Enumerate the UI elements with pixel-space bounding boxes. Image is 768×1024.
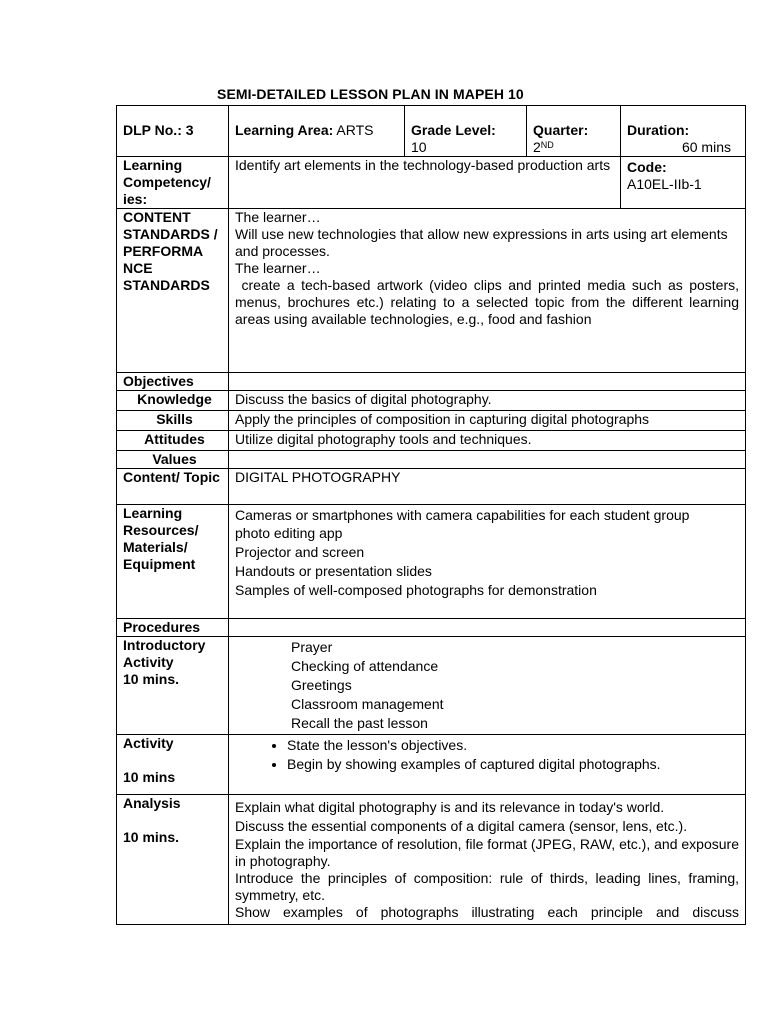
content-value: DIGITAL PHOTOGRAPHY	[229, 469, 746, 505]
knowledge-text: Discuss the basics of digital photography.	[229, 391, 746, 411]
analysis-item: Introduce the principles of composition: rule of thirds, leading lines, framing, symmetry, etc.	[235, 870, 739, 903]
intro-items	[229, 637, 746, 735]
analysis-time: 10 mins.	[123, 829, 180, 845]
competency-code	[621, 157, 746, 209]
values-label: Values	[117, 451, 229, 469]
skills-text: Apply the principles of composition in capturing digital photographs	[229, 411, 746, 431]
quarter-label: Quarter:	[533, 122, 589, 138]
values-row	[117, 451, 746, 469]
competency-label: Learning Competency/ ies:	[117, 157, 229, 209]
content-label: Content/ Topic	[117, 469, 229, 505]
resource-item: Samples of well-composed photographs for demonstration	[235, 582, 597, 598]
code-value: A10EL-IIb-1	[627, 176, 702, 192]
intro-label-cell	[117, 637, 229, 735]
intro-item: Recall the past lesson	[291, 715, 428, 731]
activity-label-cell	[117, 735, 229, 795]
standards-row	[117, 209, 746, 373]
analysis-row	[117, 795, 746, 925]
content-row	[117, 469, 746, 505]
analysis-label: Analysis	[123, 795, 181, 811]
resource-item: Cameras or smartphones with camera capabilities for each student group	[235, 507, 690, 523]
learning-area	[229, 106, 405, 157]
attitudes-text: Utilize digital photography tools and techniques.	[229, 431, 746, 451]
skills-label: Skills	[117, 411, 229, 431]
resources-list	[229, 505, 746, 619]
standards-line: and processes.	[235, 243, 330, 259]
activity-time: 10 mins	[123, 769, 176, 785]
grade-level	[405, 106, 527, 157]
standards-text	[229, 209, 746, 373]
standards-line: The learner…	[235, 260, 321, 276]
duration-label: Duration:	[627, 122, 690, 138]
lesson-plan-table	[116, 105, 746, 925]
analysis-item: Explain what digital photography is and its relevance in today's world.	[235, 799, 665, 815]
procedures-empty	[229, 619, 746, 637]
procedures-label: Procedures	[117, 619, 229, 637]
header-row	[117, 106, 746, 157]
intro-item: Greetings	[291, 677, 352, 693]
activity-label: Activity	[123, 735, 174, 751]
analysis-item: Show examples of photographs illustrating each principle and discuss	[235, 904, 739, 920]
analysis-item: Explain the importance of resolution, file format (JPEG, RAW, etc.), and exposure in photography.	[235, 836, 739, 869]
competency-row	[117, 157, 746, 209]
quarter	[527, 106, 621, 157]
grade-level-label: Grade Level:	[411, 122, 496, 138]
attitudes-label: Attitudes	[117, 431, 229, 451]
activity-item: • State the lesson's objectives.	[287, 736, 739, 755]
intro-item: Classroom management	[291, 696, 444, 712]
standards-line: create a tech-based artwork (video clips and printed media such as posters, menus, brochures etc.) relating to a selected topic from the different learning areas using available technologies, e.g., food and fashion	[235, 277, 743, 327]
resource-item: Handouts or presentation slides	[235, 563, 432, 579]
analysis-label-cell	[117, 795, 229, 925]
quarter-suffix: ND	[540, 140, 554, 150]
quarter-value: 2	[533, 139, 541, 155]
objectives-row	[117, 373, 746, 391]
page-title: SEMI-DETAILED LESSON PLAN IN MAPEH 10	[217, 86, 524, 102]
intro-item: Prayer	[291, 639, 333, 655]
objectives-label: Objectives	[117, 373, 229, 391]
activity-items	[229, 735, 746, 795]
resources-label: Learning Resources/ Materials/ Equipment	[117, 505, 229, 619]
standards-label: CONTENT STANDARDS / PERFORMA NCE STANDARDS	[117, 209, 229, 373]
analysis-item: Discuss the essential components of a digital camera (sensor, lens, etc.).	[235, 818, 688, 834]
activity-row	[117, 735, 746, 795]
knowledge-row	[117, 391, 746, 411]
intro-label: Introductory Activity	[123, 637, 206, 670]
grade-level-value: 10	[411, 139, 427, 155]
values-text	[229, 451, 746, 469]
resources-row	[117, 505, 746, 619]
attitudes-row	[117, 431, 746, 451]
standards-line: Will use new technologies that allow new expressions in arts using art elements	[235, 226, 728, 242]
learning-area-label: Learning Area:	[235, 122, 334, 138]
intro-time: 10 mins.	[123, 671, 180, 687]
duration	[621, 106, 746, 157]
standards-line: The learner…	[235, 209, 321, 225]
analysis-items	[229, 795, 746, 925]
knowledge-label: Knowledge	[117, 391, 229, 411]
activity-item: • Begin by showing examples of captured digital photographs.	[287, 755, 739, 774]
duration-value: 60 mins	[681, 139, 731, 155]
objectives-empty	[229, 373, 746, 391]
code-label: Code:	[627, 159, 667, 175]
competency-text: Identify art elements in the technology-based production arts	[229, 157, 621, 209]
skills-row	[117, 411, 746, 431]
dlp-number: DLP No.: 3	[117, 106, 229, 157]
resource-item: Projector and screen	[235, 544, 365, 560]
procedures-row	[117, 619, 746, 637]
intro-item: Checking of attendance	[291, 658, 439, 674]
resource-item: photo editing app	[235, 525, 343, 541]
learning-area-value: ARTS	[336, 122, 374, 138]
intro-row	[117, 637, 746, 735]
